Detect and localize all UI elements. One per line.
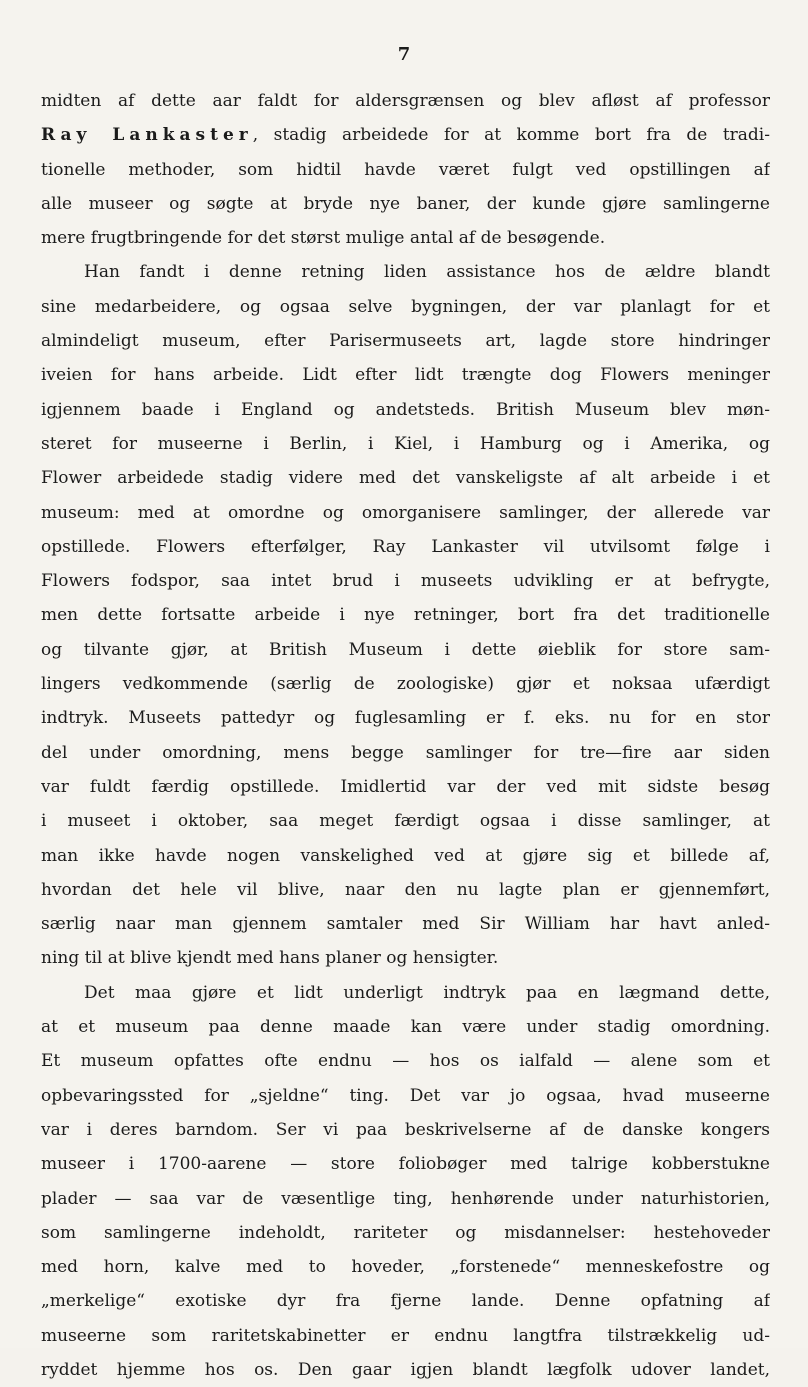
text-line: lingers vedkommende (særlig de zoologiske) gjør et noksaa ufærdigt [41, 674, 770, 695]
body-text [41, 84, 770, 1387]
text-line: tionelle methoder, som hidtil havde været fulgt ved opstillingen af [41, 159, 770, 180]
text-line: ryddet hjemme hos os. Den gaar igjen blandt lægfolk udover landet, [41, 1359, 770, 1380]
text-line: opbevaringssted for „sjeldne“ ting. Det var jo ogsaa, hvad museerne [41, 1085, 770, 1106]
text-line: midten af dette aar faldt for aldersgrænsen og blev afløst af professor [41, 91, 770, 111]
text-line: Flowers fodspor, saa intet brud i museets udvikling er at befrygte, [41, 571, 770, 592]
text-line: indtryk. Museets pattedyr og fuglesamling er f. eks. nu for en stor [41, 708, 770, 729]
text-line: i museet i oktober, saa meget færdigt ogsaa i disse samlinger, at [41, 811, 770, 832]
text-line: steret for museerne i Berlin, i Kiel, i Hamburg og i Amerika, og [41, 433, 770, 454]
text-line: at et museum paa denne maade kan være under stadig omordning. [41, 1017, 770, 1038]
author-name-spaced: Ray Lankaster [41, 125, 253, 146]
text-line: var i deres barndom. Ser vi paa beskrivelserne af de danske kongers [41, 1119, 770, 1140]
text-line: Flower arbeidede stadig videre med det vanskeligste af alt arbeide i et [41, 468, 770, 489]
text-line: men dette fortsatte arbeide i nye retninger, bort fra det traditionelle [41, 605, 770, 626]
text-line: ning til at blive kjendt med hans planer og hensigter. [41, 948, 499, 969]
text-line: „merkelige“ exotiske dyr fra fjerne lande. Denne opfatning af [41, 1291, 770, 1312]
text-line: Det maa gjøre et lidt underligt indtryk paa en lægmand dette, [84, 982, 770, 1003]
text-line: Han fandt i denne retning liden assistance hos de ældre blandt [84, 262, 770, 283]
text-line: var fuldt færdig opstillede. Imidlertid var der ved mit sidste besøg [41, 776, 770, 797]
text-line: Et museum opfattes ofte endnu — hos os ialfald — alene som et [41, 1051, 770, 1072]
text-line: del under omordning, mens begge samlinger for tre—fire aar siden [41, 742, 770, 763]
text-line-rest: , stadig arbeidede for at komme bort fra de tradi- [252, 125, 770, 146]
text-line [41, 118, 770, 152]
text-line: særlig naar man gjennem samtaler med Sir William har havt anled- [41, 914, 770, 935]
text-line: igjennem baade i England og andetsteds. British Museum blev møn- [41, 399, 770, 420]
text-line: med horn, kalve med to hoveder, „forstenede“ menneskefostre og [41, 1257, 770, 1278]
text-line: man ikke havde nogen vanskelighed ved at gjøre sig et billede af, [41, 845, 770, 866]
text-line: museer i 1700-aarene — store foliobøger med talrige kobberstukne [41, 1154, 770, 1175]
text-line: og tilvante gjør, at British Museum i dette øieblik for store sam- [41, 639, 770, 660]
text-line: sine medarbeidere, og ogsaa selve bygningen, der var planlagt for et [41, 296, 770, 317]
text-line: hvordan det hele vil blive, naar den nu lagte plan er gjennemført, [41, 879, 770, 900]
text-line: museum: med at omordne og omorganisere samlinger, der allerede var [41, 502, 770, 523]
text-line: almindeligt museum, efter Parisermuseets art, lagde store hindringer [41, 331, 770, 352]
text-line: alle museer og søgte at bryde nye baner, der kunde gjøre samlingerne [41, 193, 770, 214]
text-line: som samlingerne indeholdt, rariteter og misdannelser: hestehoveder [41, 1222, 770, 1243]
text-line: mere frugtbringende for det størst mulige antal af de besøgende. [41, 228, 606, 249]
text-line: museerne som raritetskabinetter er endnu langtfra tilstrækkelig ud- [41, 1325, 770, 1346]
page-number: 7 [397, 44, 411, 65]
text-line: opstillede. Flowers efterfølger, Ray Lankaster vil utvilsomt følge i [41, 536, 770, 557]
text-line: plader — saa var de væsentlige ting, henhørende under naturhistorien, [41, 1188, 770, 1209]
text-line: iveien for hans arbeide. Lidt efter lidt trængte dog Flowers meninger [41, 365, 770, 386]
